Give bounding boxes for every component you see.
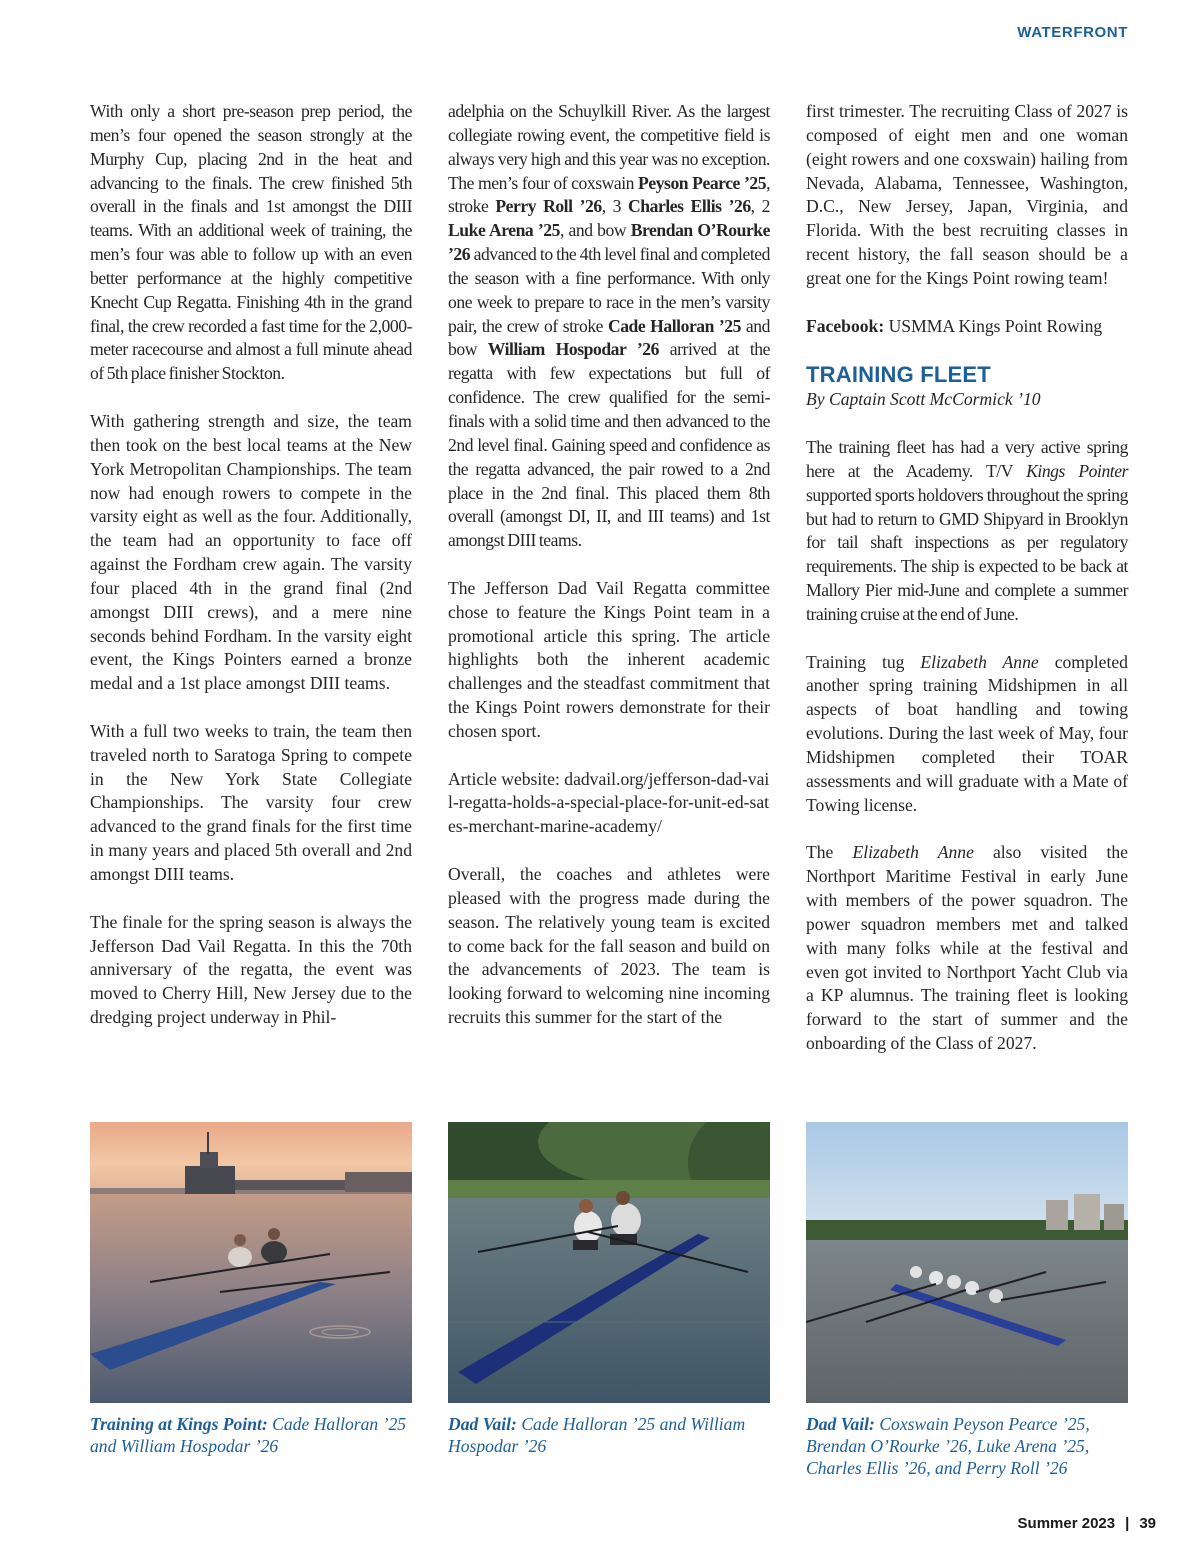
caption-label: Training at Kings Point: [90,1414,268,1434]
paragraph: The finale for the spring season is always the Jefferson Dad Vail Regatta. In this the 70th anniversary of the regatta, the event was moved to Cherry Hill, New Jersey due to the dredging project underway in Phil- [90,911,412,1028]
paragraph: With gathering strength and size, the team then took on the best local teams at the New York Metropolitan Championships. The team now had enough rowers to compete in the varsity eight as well as the four. Additionally, the team had an opportunity to face off against the Fordham crew again. The varsity four placed 4th in the grand final (2nd amongst DIII crews), and a mere nine seconds behind Fordham. In the varsity eight event, the Kings Pointers earned a bronze medal and a 1st place amongst DIII teams. [90,410,412,694]
rower-name: Cade Halloran ’25 [607,315,742,336]
facebook-label: Facebook: [806,315,885,336]
paragraph: Training tug Elizabeth Anne completed another spring training Midshipmen in all aspects of boat handling and towing evolutions. During the last week of May, four Midshipmen completed their TOAR assessments and will graduate with a Mate of Towing license. [806,651,1128,815]
caption-label: Dad Vail: [448,1414,517,1434]
rower-name: Charles Ellis ’26 [628,196,751,217]
paragraph: The Jefferson Dad Vail Regatta committee chose to feature the Kings Point team in a promotional article this spring. The article highlights both the inherent academic challenges and the steadfast commitment that the Kings Point rowers demonstrate for their chosen sport. [448,577,770,741]
paragraph: The training fleet has had a very active spring here at the Academy. T/V Kings Pointer supported sports holdovers throughout the spring but had to return to GMD Shipyard in Brooklyn for tail shaft inspections as per regulatory requirements. The ship is expected to be back at Mallory Pier mid-June and complete a summer training cruise at the end of June. [806,436,1128,624]
paragraph: Overall, the coaches and athletes were pleased with the progress made during the season. The relatively young team is excited to come back for the fall season and build on the advancements of 2023. The team is looking forward to welcoming nine incoming recruits this summer for the start of the [448,864,770,1028]
section-heading: TRAINING FLEET [806,362,991,388]
photo-caption [448,1413,770,1457]
caption-text: Cade Halloran ’25 and William Hospodar ’26 [90,1414,407,1456]
photo-caption [806,1413,1128,1479]
rower-name: William Hospodar ’26 [487,339,659,360]
page-number: 39 [1139,1515,1156,1532]
ship-name: Kings Pointer [1026,460,1128,481]
byline: By Captain Scott McCormick ’10 [806,389,1041,410]
rower-name: Brendan O’Rourke ’26 [448,220,771,265]
caption-label: Dad Vail: [806,1414,875,1434]
article-column-2 [448,100,770,1030]
photo-dad-vail-pair [448,1122,770,1403]
paragraph: first trimester. The recruiting Class of 2027 is composed of eight men and one woman (eight rowers and one coxswain) hailing from Nevada, Alabama, Tennessee, Washington, D.C., New Jersey, Japan, Virginia, and Florida. With the best recruiting classes in recent history, the fall season should be a great one for the Kings Point rowing team! [806,101,1128,288]
tug-name: Elizabeth Anne [852,842,974,863]
facebook-line [806,315,1128,339]
article-column-3 [806,100,1128,1056]
photo-dad-vail-four [806,1122,1128,1403]
issue-label: Summer 2023 [1017,1515,1116,1532]
tug-name: Elizabeth Anne [920,651,1039,672]
paragraph: The Elizabeth Anne also visited the Northport Maritime Festival in early June with members of the power squadron. The power squadron members met and talked with many folks while at the festival and even got invited to Northport Yacht Club via a KP alumnus. The training fleet is looking forward to the start of summer and the onboarding of the Class of 2027. [806,842,1128,1054]
page-footer [1018,1515,1156,1532]
caption-text: Coxswain Peyson Pearce ’25, Brendan O’Rourke ’26, Luke Arena ’25, Charles Ellis ’26, and Perry Roll ’26 [806,1414,1090,1478]
caption-text: Cade Halloran ’25 and William Hospodar ’26 [448,1414,746,1456]
photo-caption [90,1413,412,1457]
paragraph: With only a short pre-season prep period, the men’s four opened the season strongly at the Murphy Cup, placing 2nd in the heat and advancing to the finals. The crew finished 5th overall in the finals and 1st amongst the DIII teams. With an additional week of training, the men’s four was able to follow up with an even better performance at the highly competitive Knecht Cup Regatta. Finishing 4th in the grand final, the crew recorded a fast time for the 2,000-meter racecourse and almost a full minute ahead of 5th place finisher Stockton. [90,101,412,384]
article-column-1 [90,100,412,1030]
rower-name: Perry Roll ’26 [495,196,602,217]
section-label: WATERFRONT [1017,24,1128,41]
photo-training-kings-point [90,1122,412,1403]
paragraph: adelphia on the Schuylkill River. As the largest collegiate rowing event, the competitive field is always very high and this year was no exception. The men’s four of coxswain Peyson Pearce ’25, stroke Perry Roll ’26, 3 Charles Ellis ’26, 2 Luke Arena ’25, and bow Brendan O’Rourke ’26 advanced to the 4th level final and completed the season with a fine performance. With only one week to prepare to race in the men’s varsity pair, the crew of stroke Cade Halloran ’25 and bow William Hospodar ’26 arrived at the regatta with few expectations but full of confidence. The crew qualified for the semi-finals with a solid time and then advanced to the 2nd level final. Gaining speed and confidence as the regatta advanced, the pair rowed to a 2nd place in the 2nd final. This placed them 8th overall (amongst DI, II, and III teams) and 1st amongst DIII teams. [448,101,771,551]
footer-separator: | [1125,1515,1130,1532]
rower-name: Peyson Pearce ’25 [638,172,767,193]
paragraph: With a full two weeks to train, the team then traveled north to Saratoga Spring to compete in the New York State Collegiate Championships. The varsity four crew advanced to the grand finals for the first time in many years and placed 5th overall and 2nd amongst DIII teams. [90,720,412,884]
rower-name: Luke Arena ’25 [448,220,560,241]
facebook-value: USMMA Kings Point Rowing [884,315,1103,336]
article-website: Article website: dadvail.org/jefferson-dad-vail-regatta-holds-a-special-place-for-unit-ed-sates-merchant-marine-academy/ [448,768,770,837]
